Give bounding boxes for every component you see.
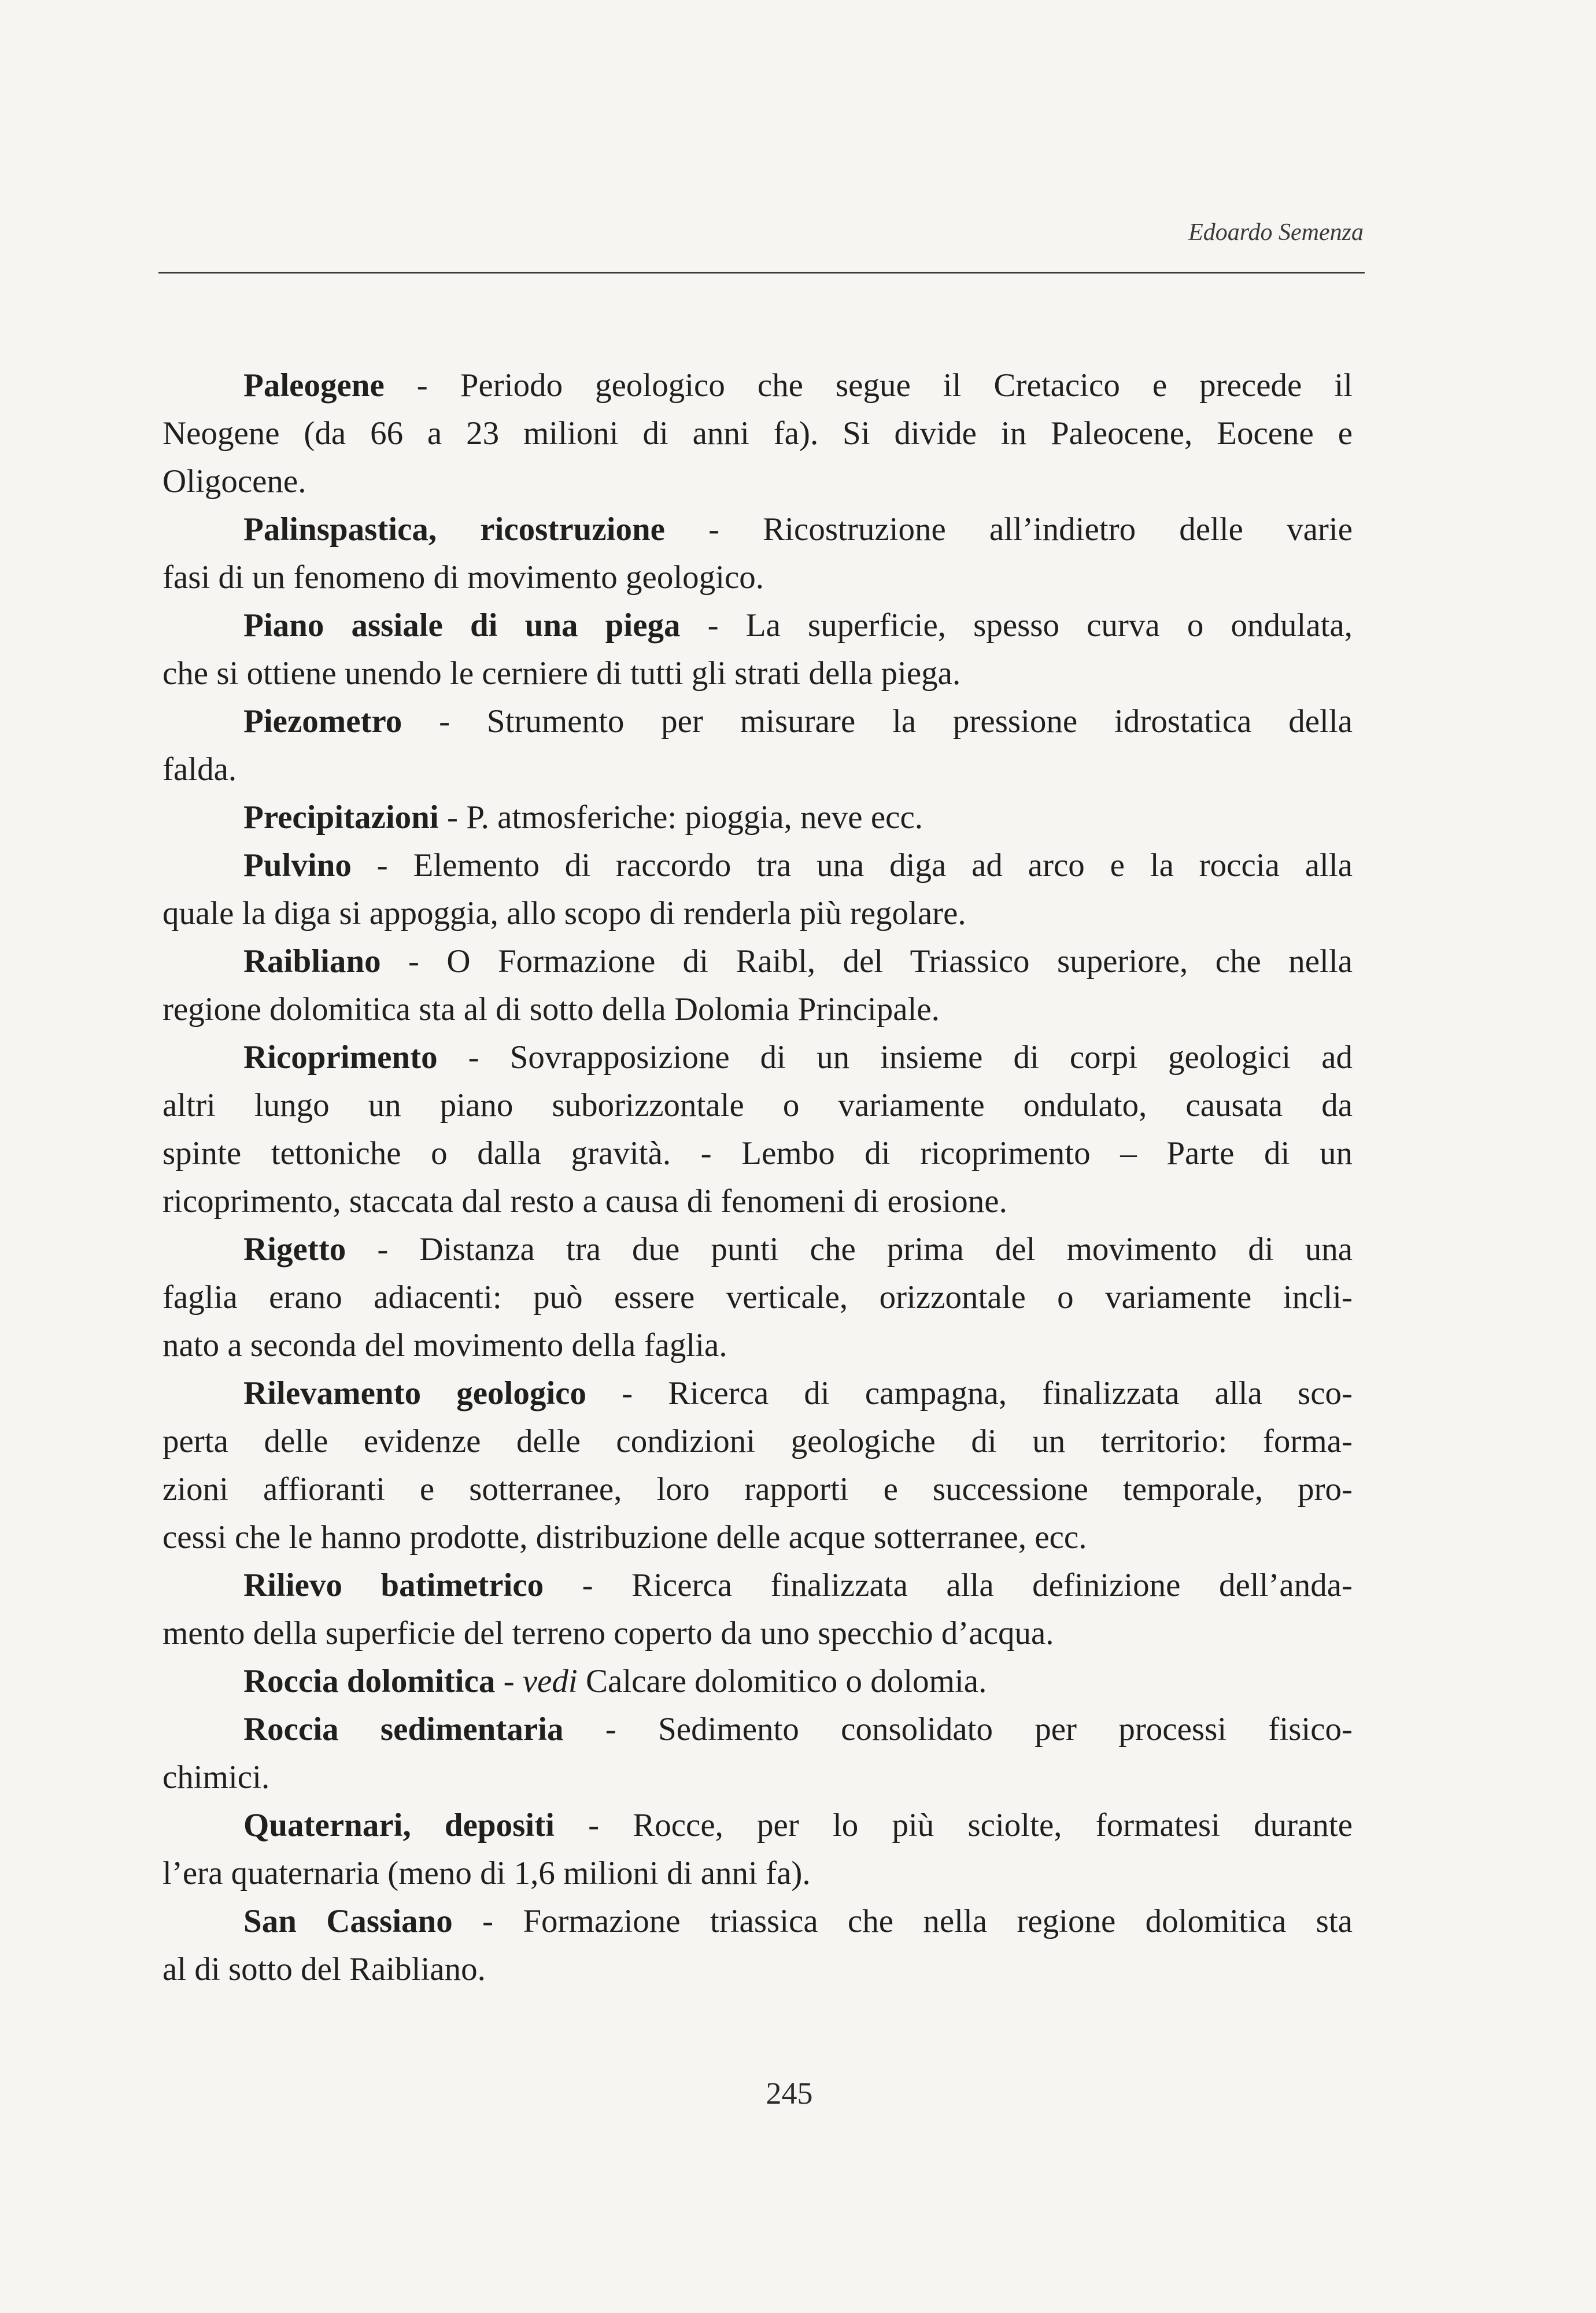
glossary-line <box>162 505 1353 553</box>
glossary-definition: l’era quaternaria (meno di 1,6 milioni di anni fa). <box>162 1855 811 1891</box>
glossary-line <box>162 1849 1353 1897</box>
glossary-line <box>162 361 1353 409</box>
glossary-entry <box>162 1561 1353 1657</box>
running-header: Edoardo Semenza <box>1188 219 1364 246</box>
glossary-definition: falda. <box>162 751 237 788</box>
header-rule <box>158 272 1365 274</box>
glossary-definition: - La superficie, spesso curva o ondulata, <box>680 607 1353 644</box>
glossary-term: Palinspastica, ricostruzione <box>243 511 665 548</box>
glossary-entry <box>162 361 1353 505</box>
glossary-term: Ricoprimento <box>243 1039 438 1076</box>
glossary-line <box>162 1897 1353 1945</box>
glossary-definition: che si ottiene unendo le cerniere di tutti gli strati della piega. <box>162 655 961 692</box>
glossary-line <box>162 1273 1353 1321</box>
glossary-term: Pulvino <box>243 847 352 884</box>
glossary-definition: perta delle evidenze delle condizioni geologiche di un territorio: forma- <box>162 1423 1353 1460</box>
glossary-line <box>162 889 1353 937</box>
glossary-line <box>162 985 1353 1033</box>
glossary-definition: fasi di un fenomeno di movimento geologico. <box>162 559 764 596</box>
glossary-definition: zioni affioranti e sotterranee, loro rapporti e successione temporale, pro- <box>162 1471 1353 1507</box>
glossary-entry <box>162 793 1353 841</box>
glossary-definition: Calcare dolomitico o dolomia. <box>577 1663 987 1699</box>
glossary-entry <box>162 505 1353 601</box>
glossary-line <box>162 1657 1353 1705</box>
glossary-line <box>162 553 1353 601</box>
glossary-definition: - Strumento per misurare la pressione idrostatica della <box>402 703 1353 740</box>
glossary-entry <box>162 1657 1353 1705</box>
glossary-line <box>162 793 1353 841</box>
glossary-definition: - Formazione triassica che nella regione dolomitica sta <box>452 1903 1353 1939</box>
glossary-definition: spinte tettoniche o dalla gravità. - Lembo di ricoprimento – Parte di un <box>162 1135 1353 1172</box>
glossary-definition: - Periodo geologico che segue il Cretacico e precede il <box>384 367 1353 404</box>
glossary-line <box>162 1801 1353 1849</box>
glossary-definition: - Rocce, per lo più sciolte, formatesi durante <box>554 1807 1353 1843</box>
glossary-definition: nato a seconda del movimento della faglia. <box>162 1327 727 1364</box>
glossary-line <box>162 409 1353 457</box>
glossary-definition: - Ricerca di campagna, finalizzata alla sco- <box>586 1375 1353 1412</box>
glossary-line <box>162 841 1353 889</box>
glossary-term: San Cassiano <box>243 1903 453 1939</box>
glossary-definition: - Distanza tra due punti che prima del movimento di una <box>346 1231 1353 1268</box>
glossary-definition: Neogene (da 66 a 23 milioni di anni fa). Si divide in Paleocene, Eocene e <box>162 415 1353 452</box>
glossary-line <box>162 649 1353 697</box>
glossary-definition: - <box>495 1663 523 1699</box>
glossary-line <box>162 1465 1353 1513</box>
glossary-term: Piezometro <box>243 703 402 740</box>
glossary-definition: altri lungo un piano suborizzontale o variamente ondulato, causata da <box>162 1087 1353 1124</box>
glossary-term: Roccia dolomitica <box>243 1663 496 1699</box>
glossary-definition: - P. atmosferiche: pioggia, neve ecc. <box>438 799 923 836</box>
glossary-definition: chimici. <box>162 1759 270 1795</box>
glossary-line <box>162 1321 1353 1369</box>
glossary-line <box>162 697 1353 745</box>
glossary-definition: regione dolomitica sta al di sotto della Dolomia Principale. <box>162 991 940 1028</box>
glossary-entry <box>162 1225 1353 1369</box>
glossary-definition: - Sovrapposizione di un insieme di corpi geologici ad <box>437 1039 1353 1076</box>
glossary-line <box>162 1945 1353 1993</box>
glossary-entry <box>162 1033 1353 1225</box>
glossary-line <box>162 1177 1353 1225</box>
glossary-line <box>162 1369 1353 1417</box>
glossary-line <box>162 1753 1353 1801</box>
glossary-line <box>162 1129 1353 1177</box>
glossary-entry <box>162 937 1353 1033</box>
glossary-line <box>162 1561 1353 1609</box>
glossary-line <box>162 1081 1353 1129</box>
glossary-term: Raibliano <box>243 943 381 980</box>
glossary-definition: al di sotto del Raibliano. <box>162 1951 486 1987</box>
glossary-line <box>162 601 1353 649</box>
glossary-term: Rigetto <box>243 1231 346 1268</box>
glossary-term: Precipitazioni <box>243 799 439 836</box>
glossary-entry <box>162 1705 1353 1801</box>
glossary-line <box>162 1609 1353 1657</box>
glossary-line <box>162 1033 1353 1081</box>
glossary-entry <box>162 1897 1353 1993</box>
glossary-list <box>162 361 1353 1993</box>
cross-reference: vedi <box>522 1663 578 1699</box>
glossary-entry <box>162 1369 1353 1561</box>
glossary-entry <box>162 1801 1353 1897</box>
glossary-definition: cessi che le hanno prodotte, distribuzione delle acque sotterranee, ecc. <box>162 1519 1087 1555</box>
glossary-line <box>162 745 1353 793</box>
glossary-line <box>162 1513 1353 1561</box>
glossary-definition: mento della superficie del terreno coperto da uno specchio d’acqua. <box>162 1615 1054 1651</box>
glossary-term: Rilevamento geologico <box>243 1375 586 1412</box>
glossary-definition: - Elemento di raccordo tra una diga ad arco e la roccia alla <box>351 847 1353 884</box>
glossary-term: Piano assiale di una piega <box>243 607 681 644</box>
glossary-definition: ricoprimento, staccata dal resto a causa di fenomeni di erosione. <box>162 1183 1007 1220</box>
glossary-term: Paleogene <box>243 367 385 404</box>
glossary-entry <box>162 697 1353 793</box>
glossary-term: Quaternari, depositi <box>243 1807 555 1843</box>
glossary-definition: - Sedimento consolidato per processi fisico- <box>563 1711 1353 1747</box>
glossary-entry <box>162 601 1353 697</box>
glossary-definition: - O Formazione di Raibl, del Triassico superiore, che nella <box>380 943 1353 980</box>
glossary-term: Roccia sedimentaria <box>243 1711 564 1747</box>
glossary-line <box>162 937 1353 985</box>
glossary-line <box>162 1705 1353 1753</box>
glossary-definition: quale la diga si appoggia, allo scopo di renderla più regolare. <box>162 895 966 932</box>
glossary-entry <box>162 841 1353 937</box>
glossary-line <box>162 1225 1353 1273</box>
glossary-definition: - Ricerca finalizzata alla definizione dell’anda- <box>544 1567 1353 1603</box>
glossary-line <box>162 1417 1353 1465</box>
page-number: 245 <box>766 2076 813 2111</box>
glossary-line <box>162 457 1353 505</box>
glossary-definition: - Ricostruzione all’indietro delle varie <box>664 511 1353 548</box>
glossary-term: Rilievo batimetrico <box>243 1567 544 1603</box>
glossary-definition: Oligocene. <box>162 463 306 500</box>
glossary-definition: faglia erano adiacenti: può essere verticale, orizzontale o variamente incli- <box>162 1279 1353 1316</box>
